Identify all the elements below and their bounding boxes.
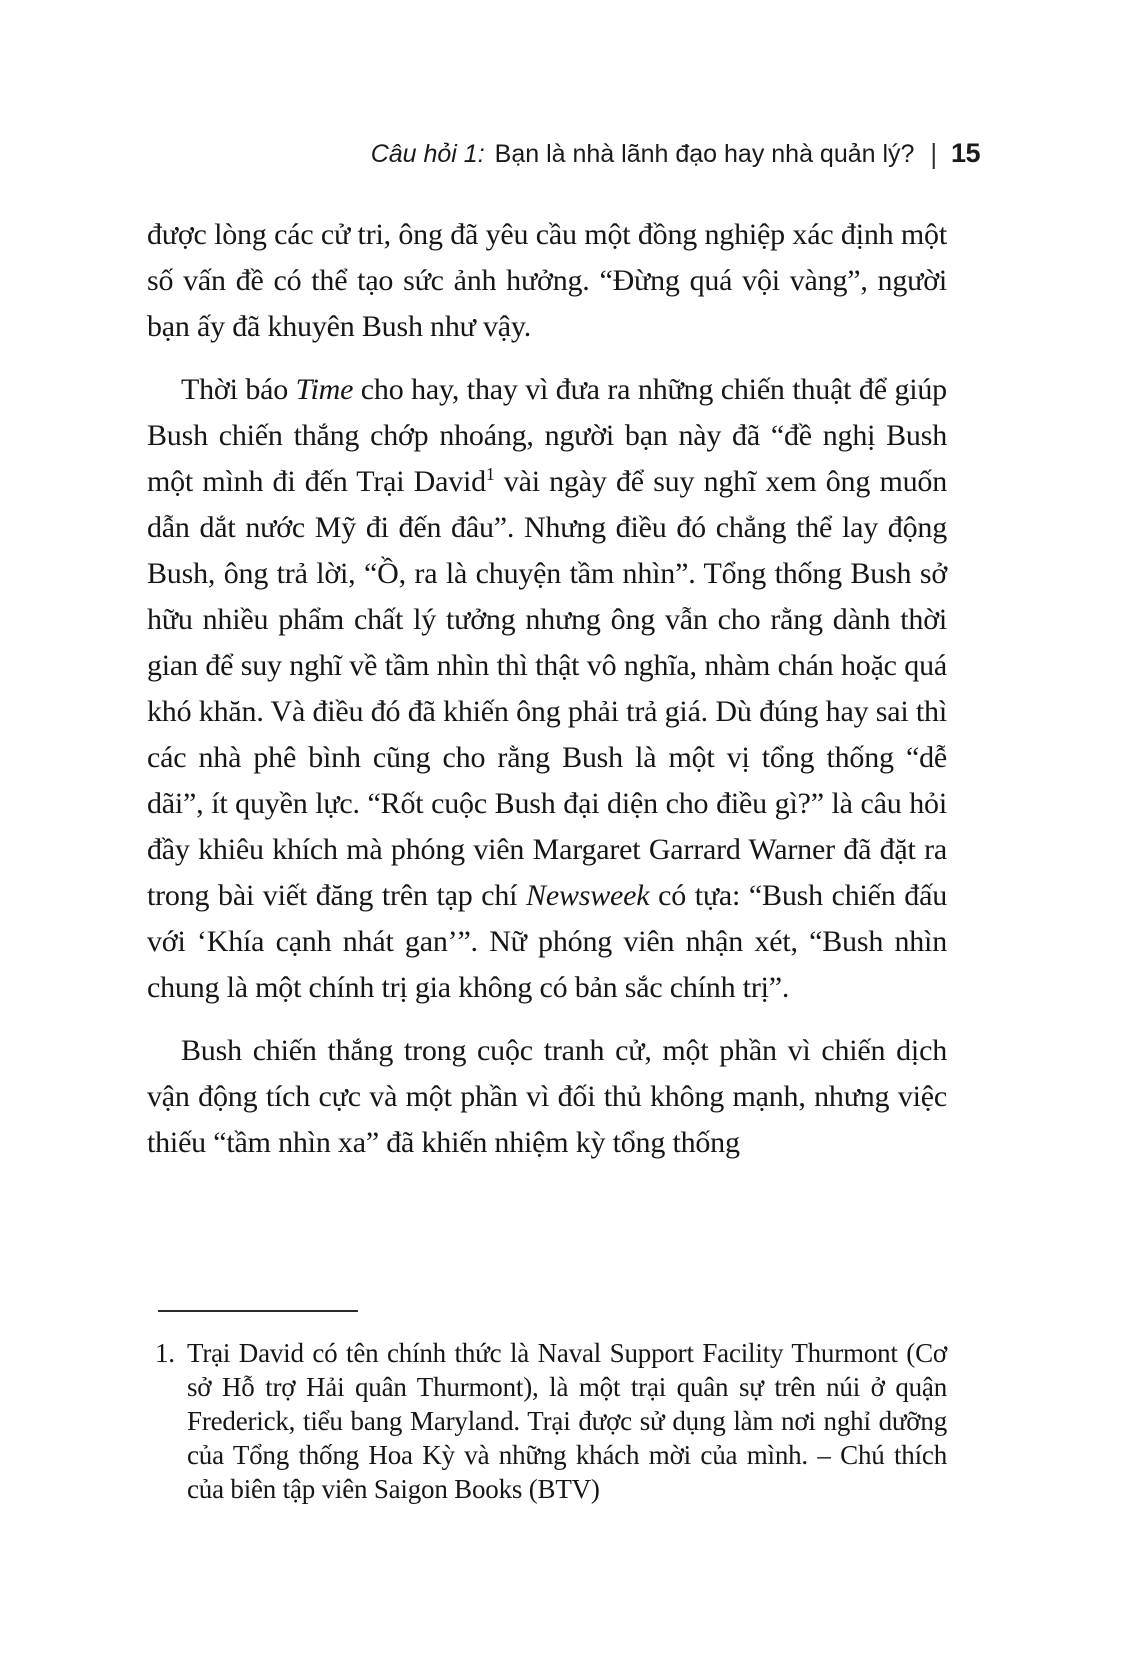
- chapter-label: Câu hỏi 1:: [370, 140, 485, 168]
- footnote-text: Trại David có tên chính thức là Naval Support Facility Thurmont (Cơ sở Hỗ trợ Hải quân Thurmont), là một trại quân sự trên núi ở quận Frederick, tiểu bang Maryland. Trại được sử dụng làm nơi nghỉ dưỡng của Tổng thống Hoa Kỳ và những khách mời của mình. – Chú thích của biên tập viên Saigon Books (BTV): [187, 1338, 947, 1504]
- paragraph: [147, 212, 947, 350]
- chapter-title: Bạn là nhà lãnh đạo hay nhà quản lý?: [494, 140, 915, 168]
- page-number: 15: [950, 138, 980, 168]
- paragraph: [147, 1028, 947, 1166]
- body-text: [147, 212, 947, 1183]
- header-divider: |: [930, 138, 937, 170]
- paragraph: [147, 367, 947, 1011]
- footnote: [147, 1336, 947, 1506]
- italic-text: Time: [295, 373, 354, 406]
- footnote-number: 1.: [155, 1338, 175, 1368]
- footnote-ref: 1: [486, 464, 495, 484]
- footnote-separator: [158, 1310, 358, 1312]
- running-head: [147, 138, 980, 169]
- text-run: được lòng các cử tri, ông đã yêu cầu một đồng nghiệp xác định một số vấn đề có thể tạo sức ảnh hưởng. “Đừng quá vội vàng”, người bạn ấy đã khuyên Bush như vậy.: [147, 218, 947, 343]
- text-run: cho hay, thay vì đưa ra những chiến thuật để giúp Bush chiến thắng chớp nhoáng, người bạn này đã “đề nghị Bush một mình đi đến Trại David: [147, 373, 947, 498]
- text-run: vài ngày để suy nghĩ xem ông muốn dẫn dắt nước Mỹ đi đến đâu”. Nhưng điều đó chẳng thể lay động Bush, ông trả lời, “Ồ, ra là chuyện tầm nhìn”. Tổng thống Bush sở hữu nhiều phẩm chất lý tưởng nhưng ông vẫn cho rằng dành thời gian để suy nghĩ về tầm nhìn thì thật vô nghĩa, nhàm chán hoặc quá khó khăn. Và điều đó đã khiến ông phải trả giá. Dù đúng hay sai thì các nhà phê bình cũng cho rằng Bush là một vị tổng thống “dễ dãi”, ít quyền lực. “Rốt cuộc Bush đại diện cho điều gì?” là câu hỏi đầy khiêu khích mà phóng viên Margaret Garrard Warner đã đặt ra trong bài viết đăng trên tạp chí: [147, 465, 947, 912]
- text-run: Bush chiến thắng trong cuộc tranh cử, một phần vì chiến dịch vận động tích cực và một phần vì đối thủ không mạnh, nhưng việc thiếu “tầm nhìn xa” đã khiến nhiệm kỳ tổng thống: [147, 1034, 947, 1159]
- text-run: Thời báo: [181, 373, 296, 406]
- footnote-area: [147, 1310, 947, 1506]
- italic-text: Newsweek: [526, 879, 650, 912]
- text-run: có tựa: “Bush chiến đấu với ‘Khía cạnh nhát gan’”. Nữ phóng viên nhận xét, “Bush nhìn chung là một chính trị gia không có bản sắc chính trị”.: [147, 879, 947, 1004]
